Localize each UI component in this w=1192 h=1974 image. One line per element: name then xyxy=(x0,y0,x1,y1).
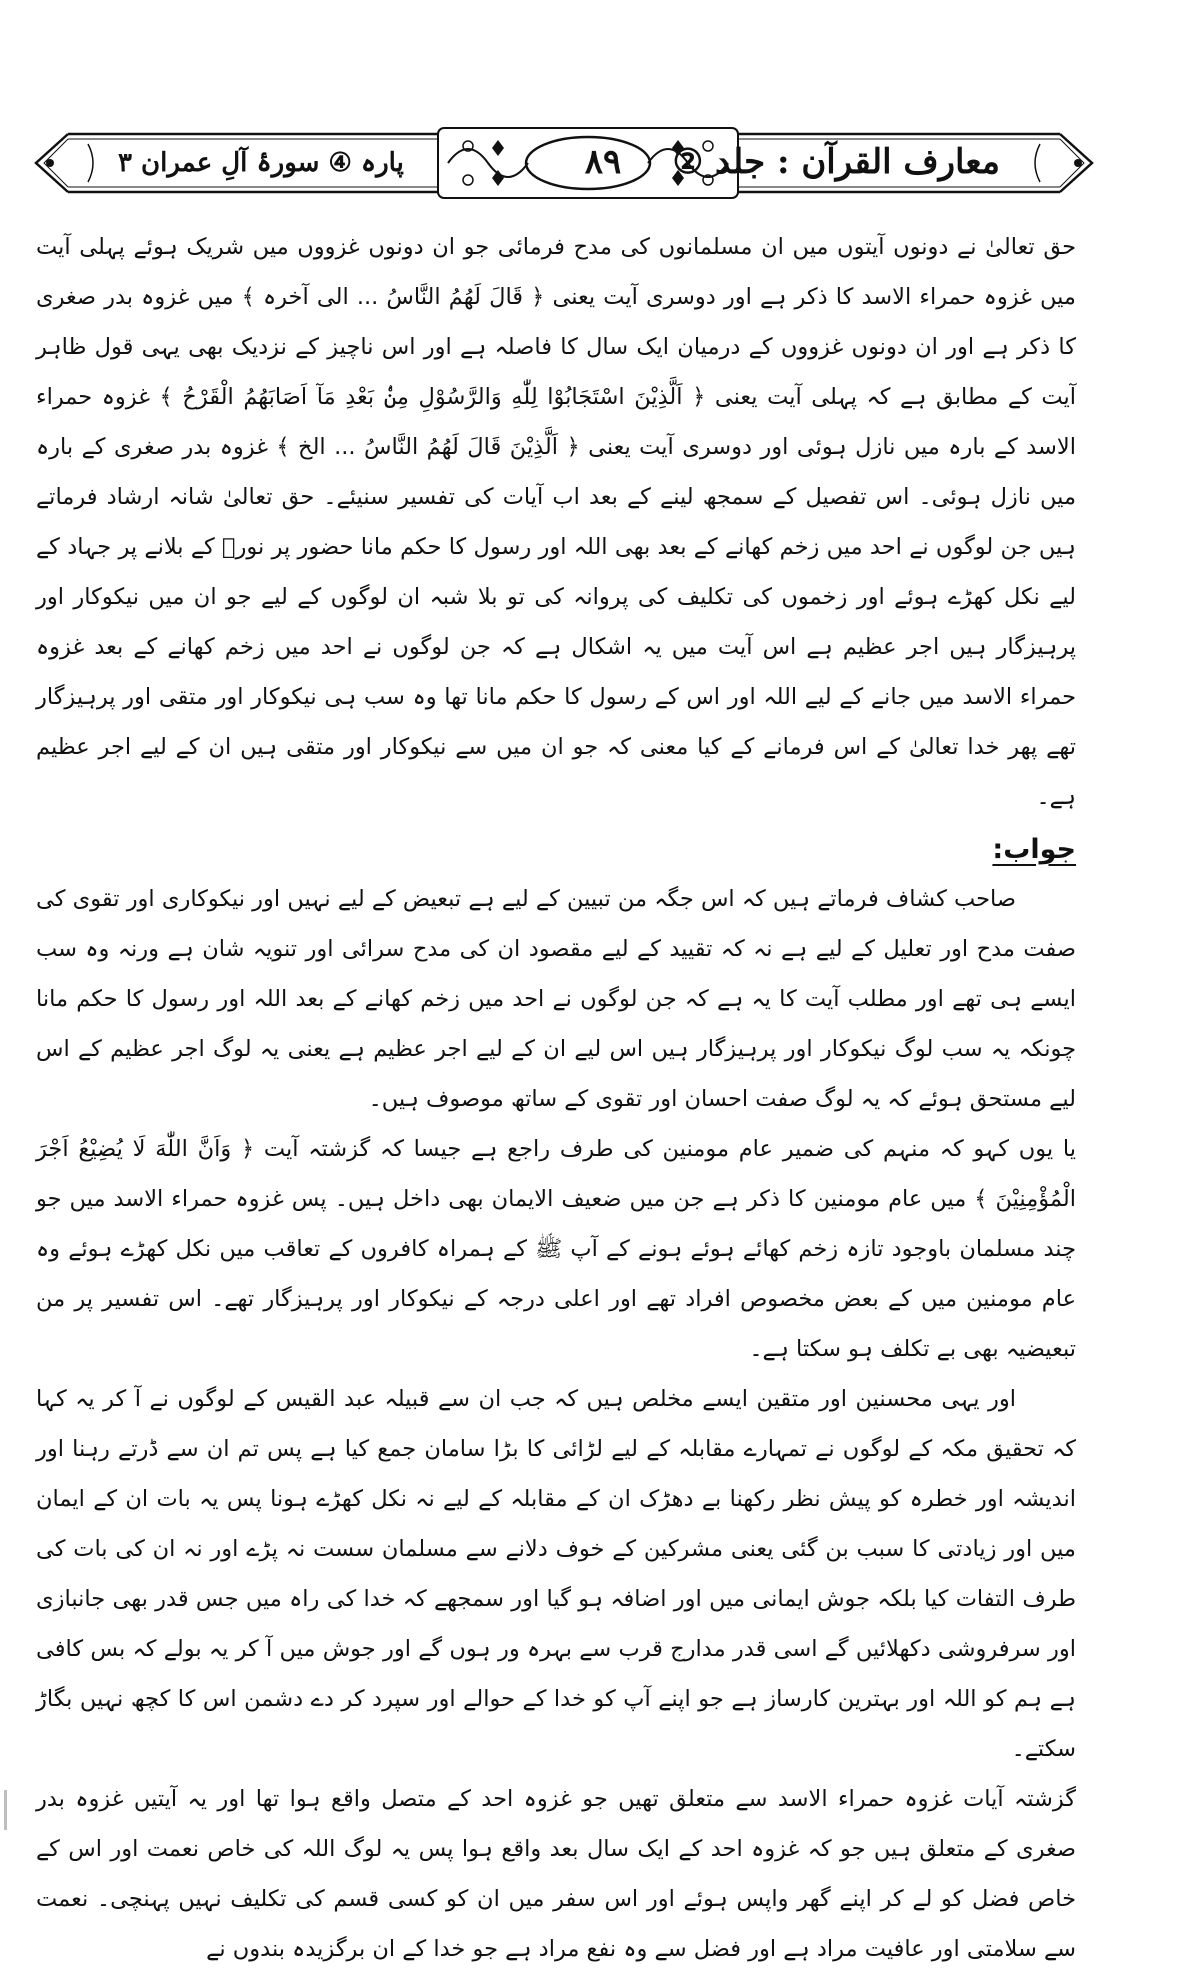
page-header xyxy=(28,120,1100,206)
scan-edge-mark xyxy=(4,1790,7,1830)
answer-heading: جواب: xyxy=(992,834,1076,865)
answer-paragraph-1: صاحب کشاف فرماتے ہیں کہ اس جگہ من تبیین کے لیے ہے تبعیض کے لیے نہیں اور نیکوکاری اور تقوی کی صفت مدح اور تعلیل کے لیے ہے نہ کہ تقیید کے لیے مقصود ان کی مدح سرائی اور تنویہ شان ہے ورنہ وہ سب ایسے ہی تھے اور مطلب آیت کا یہ ہے کہ جن لوگوں نے احد میں زخم کھانے کے بعد اللہ اور رسول کا حکم مانا چونکہ یہ سب لوگ نیکوکار اور پرہیزگار ہیں اس لیے ان کے لیے اجر عظیم ہے یعنی یہ لوگ اجر عظیم کے اس لیے مستحق ہوئے کہ یہ لوگ صفت احسان اور تقوی کے ساتھ موصوف ہیں۔ xyxy=(36,886,1076,1112)
answer-paragraph-3: اور یہی محسنین اور متقین ایسے مخلص ہیں کہ جب ان سے قبیلہ عبد القیس کے لوگوں نے آ کر یہ کہا کہ تحقیق مکہ کے لوگوں نے تمہارے مقابلہ کے لیے لڑائی کا بڑا سامان جمع کیا ہے پس تم ان سے ڈرتے رہنا اور اندیشہ اور خطرہ کو پیش نظر رکھنا بے دھڑک ان کے مقابلہ کے لیے نہ نکل کھڑے ہونا پس یہ بات ان کے ایمان میں اور زیادتی کا سبب بن گئی یعنی مشرکین کے خوف دلانے سے مسلمان سست نہ پڑے اور نہ ان کی بات کی طرف التفات کیا بلکہ جوش ایمانی میں اور اضافہ ہو گیا اور سمجھے کہ خدا کی راہ میں جس قدر بھی جانبازی اور سرفروشی دکھلائیں گے اسی قدر مدارج قرب سے بہرہ ور ہوں گے اور جوش میں آ کر یہ بولے کہ بس کافی ہے ہم کو اللہ اور بہترین کارساز ہے جو اپنے آپ کو خدا کے حوالے اور سپرد کر دے دشمن اس کا کچھ نہیں بگاڑ سکتے۔ xyxy=(36,1386,1076,1762)
answer-paragraph-4: گزشتہ آیات غزوہ حمراء الاسد سے متعلق تھیں جو غزوہ احد کے متصل واقع ہوا تھا اور یہ آیتیں غزوہ بدر صغری کے متعلق ہیں جو کہ غزوہ احد کے ایک سال بعد واقع ہوا پس یہ لوگ اللہ کی خاص نعمت اور اس کے خاص فضل کو لے کر اپنے گھر واپس ہوئے اور اس سفر میں ان کو کسی قسم کی تکلیف نہیں پہنچی۔ نعمت سے سلامتی اور عافیت مراد ہے اور فضل سے وہ نفع مراد ہے جو خدا کے ان برگزیدہ بندوں نے xyxy=(36,1786,1076,1962)
chapter-label: پارہ ④ سورۂ آلِ عمران ٣ xyxy=(118,148,404,178)
book-title: معارف القرآن : جلد ② xyxy=(672,142,1000,182)
main-text xyxy=(36,222,1076,1974)
page-number: ٨٩ xyxy=(584,142,622,182)
intro-paragraph: حق تعالیٰ نے دونوں آیتوں میں ان مسلمانوں کی مدح فرمائی جو ان دونوں غزووں میں شریک ہوئے پہلی آیت میں غزوہ حمراء الاسد کا ذکر ہے اور دوسری آیت یعنی ﴿ قَالَ لَهُمُ النَّاسُ ... الی آخرہ ﴾ میں غزوہ بدر صغری کا ذکر ہے اور ان دونوں غزووں کے درمیان ایک سال کا فاصلہ ہے اور اس ناچیز کے نزدیک بھی یہی قول ظاہر آیت کے مطابق ہے کہ پہلی آیت یعنی ﴿ اَلَّذِيْنَ اسْتَجَابُوْا لِلّٰهِ وَالرَّسُوْلِ مِنْۢ بَعْدِ مَآ اَصَابَهُمُ الْقَرْحُ ﴾ غزوہ حمراء الاسد کے بارہ میں نازل ہوئی اور دوسری آیت یعنی ﴿ اَلَّذِيْنَ قَالَ لَهُمُ النَّاسُ ... الخ ﴾ غزوہ بدر صغری کے بارہ میں نازل ہوئی۔ اس تفصیل کے سمجھ لینے کے بعد اب آیات کی تفسیر سنیئے۔ حق تعالیٰ شانہ ارشاد فرماتے ہیں جن لوگوں نے احد میں زخم کھانے کے بعد بھی اللہ اور رسول کا حکم مانا حضور پر نورؐ کے بلانے پر جہاد کے لیے نکل کھڑے ہوئے اور زخموں کی تکلیف کی پروانہ کی تو بلا شبہ ان لوگوں کے لیے جو ان میں نیکوکار اور پرہیزگار ہیں اجر عظیم ہے اس آیت میں یہ اشکال ہے کہ جن لوگوں نے احد میں زخم کھانے کے بعد غزوہ حمراء الاسد میں جانے کے لیے اللہ اور اس کے رسول کا حکم مانا تھا وہ سب ہی نیکوکار اور متقی اور پرہیزگار تھے پھر خدا تعالیٰ کے اس فرمانے کے کیا معنی کہ جو ان میں سے نیکوکار اور متقی ہیں ان کے لیے اجر عظیم ہے۔ xyxy=(36,234,1076,810)
answer-paragraph-2: یا یوں کہو کہ منہم کی ضمیر عام مومنین کی طرف راجع ہے جیسا کہ گزشتہ آیت ﴿ وَاَنَّ اللّٰهَ لَا يُضِيْعُ اَجْرَ الْمُؤْمِنِيْنَ ﴾ میں عام مومنین کا ذکر ہے جن میں ضعیف الایمان بھی داخل ہیں۔ پس غزوہ حمراء الاسد میں جو چند مسلمان باوجود تازہ زخم کھائے ہوئے ہونے کے آپ ﷺ کے ہمراہ کافروں کے تعاقب میں نکل کھڑے ہوئے وہ عام مومنین میں کے بعض مخصوص افراد تھے اور اعلی درجہ کے نیکوکار اور پرہیزگار تھے۔ اس تفسیر پر من تبعیضیہ بھی بے تکلف ہو سکتا ہے۔ xyxy=(36,1136,1076,1362)
